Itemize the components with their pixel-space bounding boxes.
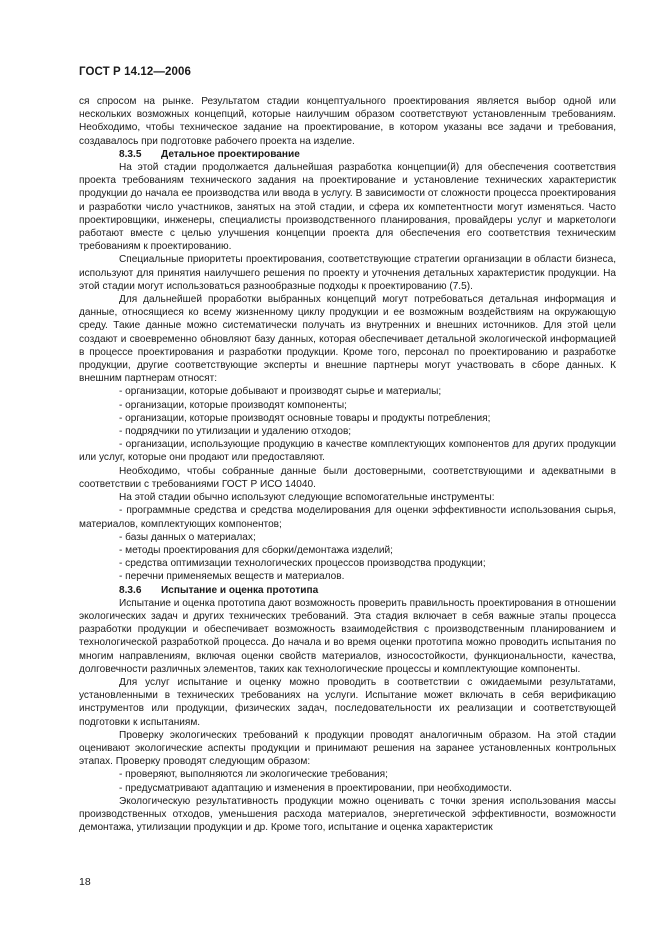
document-header: ГОСТ Р 14.12—2006 — [79, 66, 191, 78]
paragraph: Испытание и оценка прототипа дают возможность проверить правильность проектирования в отношении экологических задач и других технических требований. Эта стадия включает в себя важные этапы процесса разработки продукции и обеспечивает возможность взаимодействия с производственным планированием и технологической разработкой процесса. До начала и во время оценки прототипа можно проводить испытания по многим направлениям, включая оценки свойств материалов, износостойкости, функциональности, качества, долговечности различных элементов, таких как технологические процессы и комплектующие компоненты. — [79, 597, 616, 675]
paragraph: Проверку экологических требований к продукции проводят аналогичным образом. На этой стадии оценивают экологические аспекты продукции и принимают решения на заранее установленных контрольных этапах. Проверку проводят следующим образом: — [79, 729, 616, 768]
list-item: - программные средства и средства моделирования для оценки эффективности использования сырья, материалов, комплектующих компонентов; — [79, 505, 616, 530]
list-item: - средства оптимизации технологических процессов производства продукции; — [119, 558, 486, 570]
paragraph: Специальные приоритеты проектирования, соответствующие стратегии организации в области бизнеса, используют для принятия наилучшего решения по проекту и уточнения детальных характеристик продукции. На этой стадии могут использоваться разнообразные подходы к проектированию (7.5). — [79, 254, 616, 292]
section-number: 8.3.5 — [119, 148, 142, 160]
list-item: - проверяют, выполняются ли экологические требования; — [119, 769, 388, 781]
paragraph: Экологическую результативность продукции можно оценивать с точки зрения использования массы производственных отходов, уменьшения расхода материалов, энергетической эффективности, возможности демонтажа, утилизации продукции и др. Кроме того, испытание и оценка характеристик — [79, 795, 616, 834]
list-item: - базы данных о материалах; — [119, 531, 256, 543]
list-item: - организации, которые добывают и производят сырье и материалы; — [119, 386, 442, 398]
paragraph: ся спросом на рынке. Результатом стадии концептуального проектирования является выбор одной или нескольких возможных концепций, которые наилучшим образом соответствуют установленным требованиям. Необходимо, чтобы техническое задание на проектирование, в котором указаны все задачи и требования, создавалось при подготовке рабочего проекта на изделие. — [79, 96, 616, 147]
page-number: 18 — [79, 876, 91, 888]
document-body — [79, 95, 616, 834]
paragraph: Для услуг испытание и оценку можно проводить в соответствии с ожидаемыми результатами, установленными в технических требованиях на услуги. Испытание может включать в себя верификацию инструментов или продукции, физических задач, последовательности их реализации и соответствующей подготовки к испытаниям. — [79, 676, 616, 728]
list-item: - методы проектирования для сборки/демонтажа изделий; — [119, 544, 393, 556]
paragraph: Необходимо, чтобы собранные данные были достоверными, соответствующими и адекватными в соответствии с требованиями ГОСТ Р ИСО 14040. — [79, 465, 616, 490]
section-title: Испытание и оценка прототипа — [161, 584, 319, 596]
list-item: - организации, использующие продукцию в качестве комплектующих компонентов для других продукции или услуг, которые они продают или предоставляют. — [79, 439, 616, 464]
list-item: - организации, которые производят основные товары и продукты потребления; — [119, 412, 491, 424]
section-heading — [79, 148, 616, 161]
section-number: 8.3.6 — [119, 584, 142, 596]
list-item: - организации, которые производят компоненты; — [119, 399, 347, 411]
section-heading — [79, 584, 616, 597]
section-title: Детальное проектирование — [161, 148, 300, 160]
paragraph: Для дальнейшей проработки выбранных концепций могут потребоваться детальная информация и данные, относящиеся ко всему жизненному циклу продукции и ее возможным воздействиям на окружающую среду. Такие данные можно систематически получать из внутренних и внешних источников. Для этой цели создают и своевременно обновляют базу данных, которая обеспечивает детальной экологической информацией в процессе проектирования и разработки продукции. Кроме того, персонал по проектированию и разработке продукции, другие соответствующие эксперты и внешние партнеры могут участвовать в сборе данных. К внешним партнерам относят: — [79, 294, 616, 385]
list-item: - предусматривают адаптацию и изменения в проектировании, при необходимости. — [119, 782, 512, 794]
paragraph: На этой стадии обычно используют следующие вспомогательные инструменты: — [119, 492, 495, 504]
paragraph: На этой стадии продолжается дальнейшая разработка концепции(й) для обеспечения соответствия проекта требованиям технического задания на проектирование и установление технических характеристик продукции до начала ее производства или ввода в услугу. В зависимости от сложности процесса проектирования и разработки число участников, занятых на этой стадии, и сфера их компетентности могут изменяться. Часто проектировщики, инженеры, специалисты производственного планирования, провайдеры услуг и маркетологи работают вместе с целью улучшения концепции проекта для обеспечения его соответствия техническим требованиям к проектированию. — [79, 162, 616, 253]
list-item: - перечни применяемых веществ и материалов. — [119, 571, 345, 583]
list-item: - подрядчики по утилизации и удалению отходов; — [119, 426, 352, 438]
